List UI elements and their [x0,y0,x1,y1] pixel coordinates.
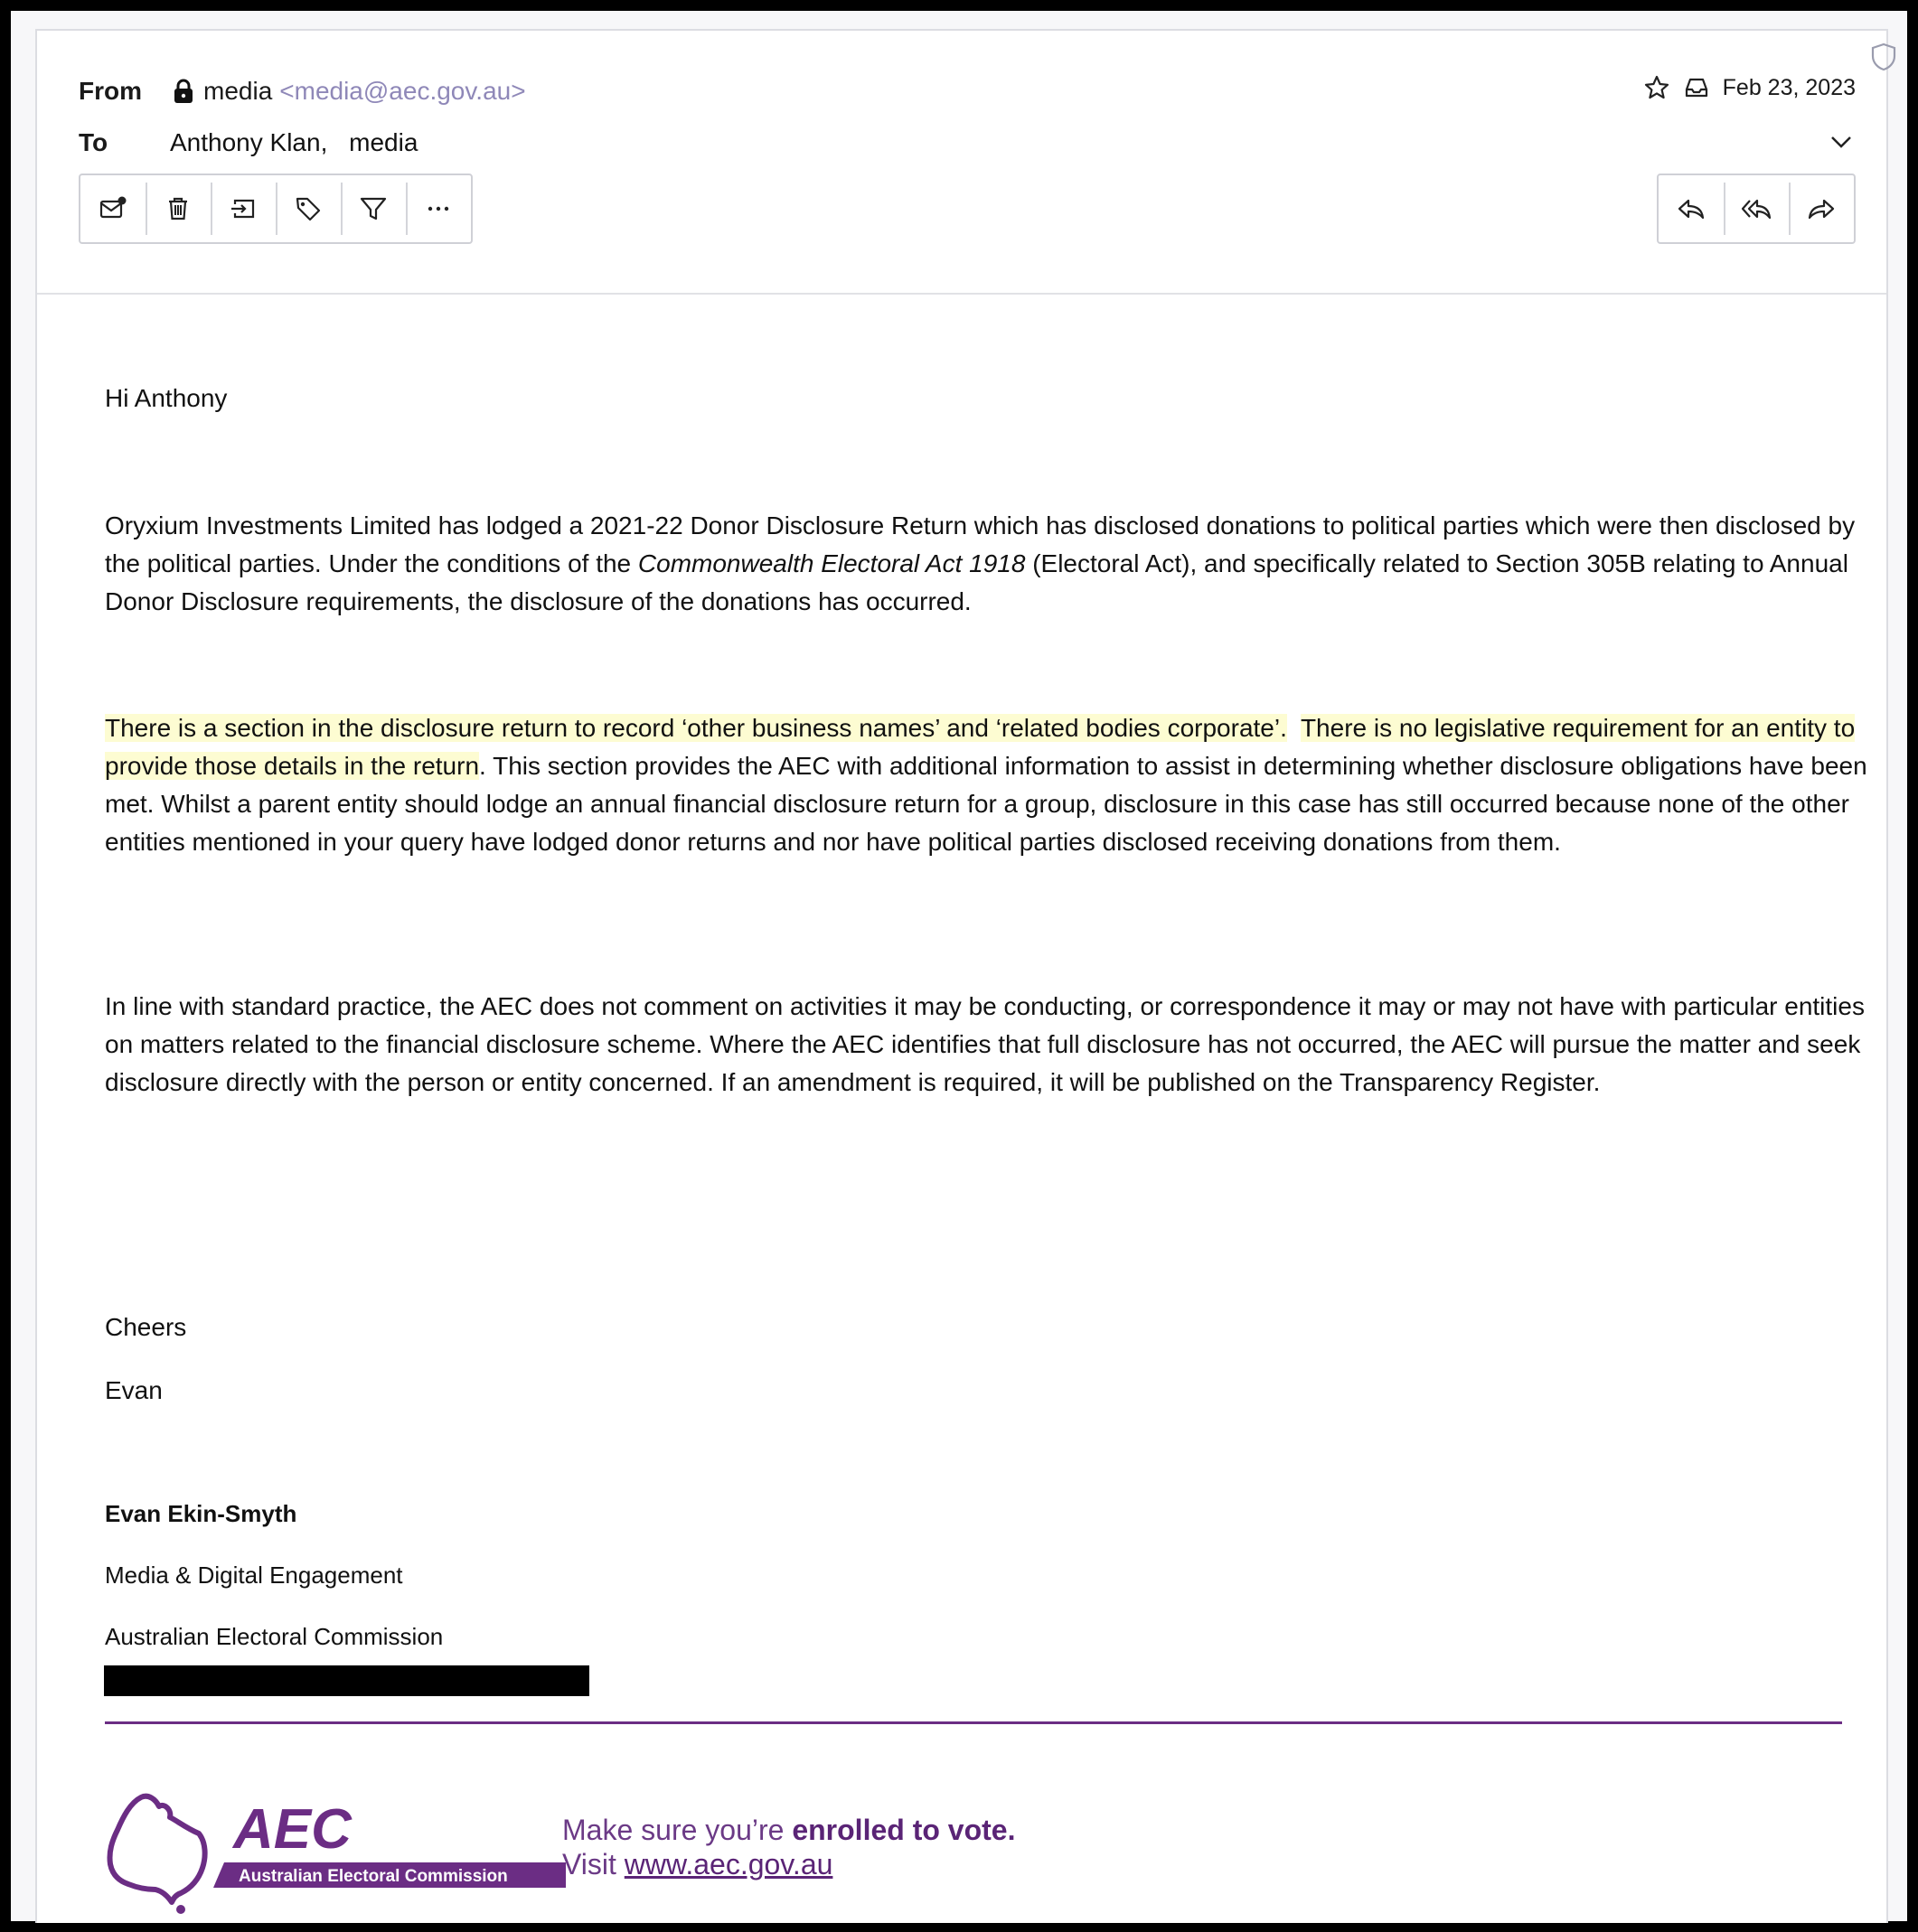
paragraph-1 [105,507,1876,621]
signature-rule [105,1721,1842,1724]
reply-button[interactable] [1659,175,1724,242]
paragraph-2 [105,709,1876,861]
mark-unread-button[interactable] [80,175,146,242]
highlighted-text-2: There is no legislative requirement for an entity to provide those details in the return [105,714,1856,780]
paragraph-3 [105,988,1876,1102]
reply-icon [1676,193,1706,224]
aec-footer-banner [105,1790,1099,1917]
email-message-card [35,29,1888,1923]
forward-icon [1806,193,1837,224]
chevron-down-icon[interactable] [1829,132,1854,152]
header-divider [37,293,1886,295]
logo-subtitle: Australian Electoral Commission [239,1867,508,1886]
more-icon [423,193,454,224]
filter-icon [358,193,389,224]
recipient[interactable]: Anthony Klan, [170,128,328,156]
greeting-text: Hi Anthony [105,384,228,412]
logo-acronym: AEC [233,1798,352,1861]
message-actions-toolbar [79,174,473,244]
signoff [105,1308,1876,1346]
reply-all-button[interactable] [1724,175,1789,242]
paragraph-2-text: . This section provides the AEC with additional information to assist in determining whether disclosure obligations have been met. Whilst a parent entity should lodge an annual financial disclosure return for a group, disclosure in this case has still occurred because none of the other entities mentioned in your query have lodged donor returns and nor have political parties disclosed receiving donations from them. [105,752,1867,856]
filter-button[interactable] [341,175,406,242]
trash-icon [163,193,193,224]
tagline-a: Make sure you’re [562,1814,793,1846]
reply-all-icon [1741,193,1772,224]
label-tag-icon [293,193,324,224]
first-name [105,1372,1876,1410]
sender-name[interactable]: media [203,77,273,105]
recipients [170,128,432,157]
forward-button[interactable] [1789,175,1854,242]
aec-logo [105,1790,575,1917]
act-title: Commonwealth Electoral Act 1918 [637,549,1026,577]
redacted-block [104,1665,589,1696]
visit-text: Visit [562,1848,625,1880]
signature-name: Evan Ekin-Smyth [105,1500,297,1527]
sender-email[interactable]: <media@aec.gov.au> [279,77,526,105]
inbox-tray-icon[interactable] [1683,74,1710,101]
delete-button[interactable] [146,175,211,242]
paragraph-1-text-a: Oryxium Investments Limited has lodged a 2021-22 Donor Disclosure Return which has disclosed donations to political parties which were then disclosed by the political parties. Under the conditions of the [105,511,1856,577]
email-window [11,11,1907,1921]
enrol-message [562,1813,1068,1881]
mark-unread-icon [98,193,128,224]
shield-icon[interactable] [1869,42,1898,72]
greeting [105,380,1876,417]
label-button[interactable] [276,175,341,242]
sender[interactable] [173,77,526,106]
signoff-text: Cheers [105,1313,187,1341]
paragraph-3-text: In line with standard practice, the AEC does not comment on activities it may be conducting, or correspondence it may or may not have with particular entities on matters related to the financial disclosure scheme. Where the AEC identifies that full disclosure has not occurred, the AEC will pursue the matter and seek disclosure directly with the person or entity concerned. If an amendment is required, it will be published on the Transparency Register. [105,992,1865,1096]
from-label: From [79,77,142,105]
move-to-folder-icon [228,193,259,224]
message-date: Feb 23, 2023 [1722,74,1856,100]
signature-title: Media & Digital Engagement [105,1562,403,1589]
recipient[interactable]: media [349,128,418,156]
first-name-text: Evan [105,1376,163,1404]
to-label: To [79,128,108,156]
more-button[interactable] [406,175,471,242]
star-icon[interactable] [1643,74,1670,101]
reply-actions-toolbar [1657,174,1856,244]
signature-org: Australian Electoral Commission [105,1623,444,1650]
lock-icon [173,79,194,104]
move-button[interactable] [211,175,276,242]
paragraph-1-text-b: (Electoral Act), and specifically related to Section 305B relating to Annual Donor Disclosure requirements, the disclosure of the donations has occurred. [105,549,1848,615]
message-meta [1643,74,1856,101]
aec-website-link[interactable]: www.aec.gov.au [624,1848,833,1880]
highlighted-text-1: There is a section in the disclosure return to record ‘other business names’ and ‘related bodies corporate’. [105,714,1287,742]
tagline-b: enrolled to vote. [792,1814,1016,1846]
